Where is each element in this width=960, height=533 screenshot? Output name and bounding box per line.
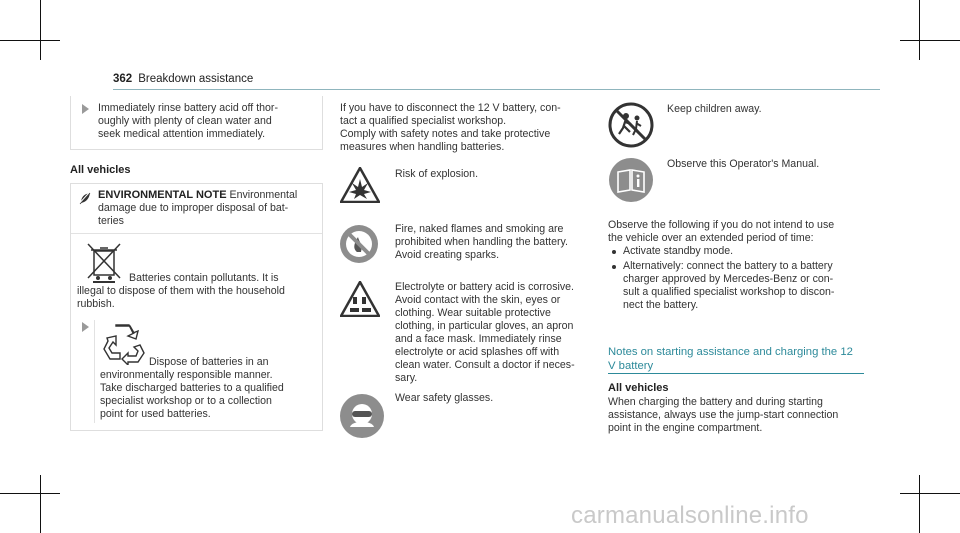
fire-text: Fire, naked flames and smoking are prohibited when handling the battery. Avoid creating sparks. — [395, 223, 568, 261]
intro-bullet-text: Immediately rinse battery acid off thor- oughly with plenty of clean water and seek medical attention immediately. — [98, 102, 278, 140]
bullet-alternatively: Alternatively: connect the battery to a battery charger approved by Mercedes-Benz or con- sult a qualified specialist workshop to discon- nect the battery. — [623, 260, 835, 311]
disconnect-intro: If you have to disconnect the 12 V battery, con- tact a qualified specialist workshop. Comply with safety notes and take protective measures when handling batteries. — [340, 102, 561, 153]
crop-mark — [40, 0, 41, 60]
crop-mark — [900, 40, 960, 41]
bullet-dot — [612, 265, 616, 269]
keep-children-away-icon — [608, 102, 654, 148]
crop-mark — [900, 493, 960, 494]
manual-icon — [608, 157, 654, 203]
recycle-text: Dispose of batteries in an environmentally responsible manner. Take discharged batteries to a qualified specialist workshop or to a collection point for used batteries. — [100, 356, 284, 420]
all-vehicles-heading: All vehicles — [70, 164, 131, 176]
glasses-text: Wear safety glasses. — [395, 392, 494, 404]
bullet-dot — [612, 250, 616, 254]
page-header — [113, 73, 253, 85]
observe-text: Observe the following if you do not intend to use the vehicle over an extended period of time: — [608, 219, 835, 244]
all-vehicles-heading-right: All vehicles — [608, 382, 669, 394]
manual-text: Observe this Operator's Manual. — [667, 158, 820, 170]
bullet-standby: Activate standby mode. — [623, 245, 734, 257]
indent-rule — [94, 320, 95, 423]
watermark: carmanualsonline.info — [571, 502, 809, 529]
bullet-arrow-icon — [82, 322, 89, 332]
safety-glasses-icon — [339, 393, 385, 439]
section-heading: Notes on starting assistance and charging the 12 V battery — [608, 346, 853, 372]
env-note-title: ENVIRONMENTAL NOTE — [98, 189, 227, 201]
header-divider — [113, 89, 880, 90]
jump-start-text: When charging the battery and during starting assistance, always use the jump-start connection point in the engine compartment. — [608, 396, 839, 434]
divider — [71, 233, 322, 234]
environment-icon — [78, 191, 92, 205]
children-text: Keep children away. — [667, 103, 762, 115]
corrosive-warning-icon — [340, 281, 380, 317]
explosion-text: Risk of explosion. — [395, 168, 479, 180]
bullet-arrow-icon — [82, 104, 89, 114]
crop-mark — [919, 475, 920, 533]
section-heading-underline — [608, 373, 864, 374]
crop-mark — [0, 40, 60, 41]
page-number: 362 — [113, 73, 133, 85]
no-fire-icon — [339, 224, 379, 264]
battery-pollutants-text: Batteries contain pollutants. It is illegal to dispose of them with the household rubbish. — [77, 272, 285, 310]
corrosive-text: Electrolyte or battery acid is corrosive. Avoid contact with the skin, eyes or clothing. Wear suitable protective clothing, in particular gloves, an apron and a face mask. Immediately rinse electrolyte or acid splashes off with clean water. Consult a doctor if neces- sary. — [395, 281, 575, 384]
crop-mark — [0, 493, 60, 494]
section-title: Breakdown assistance — [138, 73, 254, 85]
crop-mark — [919, 0, 920, 60]
explosion-warning-icon — [340, 167, 380, 203]
env-note-text: ENVIRONMENTAL NOTE Environmental damage due to improper disposal of bat- teries — [98, 189, 298, 227]
crop-mark — [40, 475, 41, 533]
